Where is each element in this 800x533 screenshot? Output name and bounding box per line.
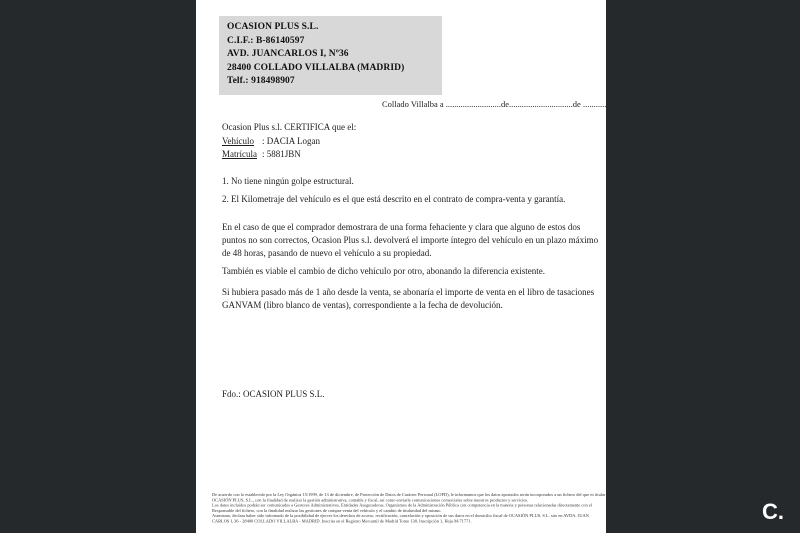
plate-value: : 5881JBN: [262, 149, 301, 159]
brand-logo: C.: [762, 499, 784, 524]
plate-label: Matrícula: [222, 149, 257, 159]
company-header-block: [219, 16, 442, 95]
plate-row: [222, 149, 301, 159]
document-page: [196, 0, 606, 533]
company-address: AVD. JUANCARLOS I, Nº36: [227, 49, 349, 59]
certificate-point-1: 1. No tiene ningún golpe estructural.: [222, 176, 354, 186]
vehicle-label: Vehículo: [222, 136, 254, 146]
legal-line: Responsable del fichero, con la finalidad realizar las gestiones de compra-venta del vehículo y el cambio de titularidad del mismo.: [212, 507, 442, 513]
company-city: 28400 COLLADO VILLALBA (MADRID): [227, 62, 405, 73]
legal-line: Asimismo, declara haber sido informado de la posibilidad de ejercer los derechos de acceso, rectificación, cancelación y oposición de sus datos en el domicilio fiscal de OCASIÓN PLUS, S.L. sito en AVDA. JUAN: [212, 512, 589, 518]
vehicle-row: [222, 136, 320, 146]
certificate-point-2: 2. El Kilometraje del vehículo es el que está descrito en el contrato de compra-venta y garantía.: [222, 194, 566, 204]
date-line: Collado Villalba a ..........................de..............................de ...........: [382, 99, 607, 109]
legal-line: OCASIÓN PLUS, S.L., con la finalidad de realizar la gestión administrativa, contable y fiscal, así como enviarle comunicaciones comerciales sobre nuestros productos y servicios.: [212, 497, 529, 503]
company-name: OCASION PLUS S.L.: [227, 22, 319, 32]
company-phone: Telf.: 918498907: [227, 76, 295, 86]
ganvam-paragraph: Si hubiera pasado más de 1 año desde la venta, se abonaría el importe de venta en el libro de tasaciones GANVAM (libro blanco de ventas), correspondiente a la fecha de devolución.: [222, 287, 595, 310]
vehicle-value: : DACIA Logan: [262, 136, 320, 146]
legal-line: De acuerdo con lo establecido por la Ley Orgánica 15/1999, de 13 de diciembre, de Protección de Datos de Carácter Personal (LOPD), le informamos que los datos aportados serán incorporados a un fichero del que es titular: [212, 492, 606, 497]
company-cif: C.I.F.: B-86140597: [227, 35, 305, 46]
exchange-paragraph: También es viable el cambio de dicho vehículo por otro, abonando la diferencia existente.: [222, 266, 546, 276]
legal-line: Los datos incluidos podrán ser comunicados a Gestores Administrativos, Entidades Aseguradoras, Organismos de la Administración Pública con competencia en la materia y personas relacionadas directamente con el: [212, 502, 592, 508]
legal-fine-print: [212, 492, 606, 524]
signature-line: Fdo.: OCASION PLUS S.L.: [222, 389, 325, 399]
certify-line: Ocasion Plus s.l. CERTIFICA que el:: [222, 122, 357, 132]
legal-line: CARLOS I, 36 - 28400 COLLADO VILLALBA - MADRID. Inscrita en el Registro Mercantil de Madrid Tomo 130, Inscripción 1, Hoja M-71771.: [212, 518, 472, 524]
refund-paragraph: En el caso de que el comprador demostrara de una forma fehaciente y clara que alguno de estos dos puntos no son correctos, Ocasion Plus s.l. devolverá el importe íntegro del vehículo en un plazo máximo de 48 horas, pasando de nuevo el vehículo a su propiedad.: [222, 222, 599, 258]
